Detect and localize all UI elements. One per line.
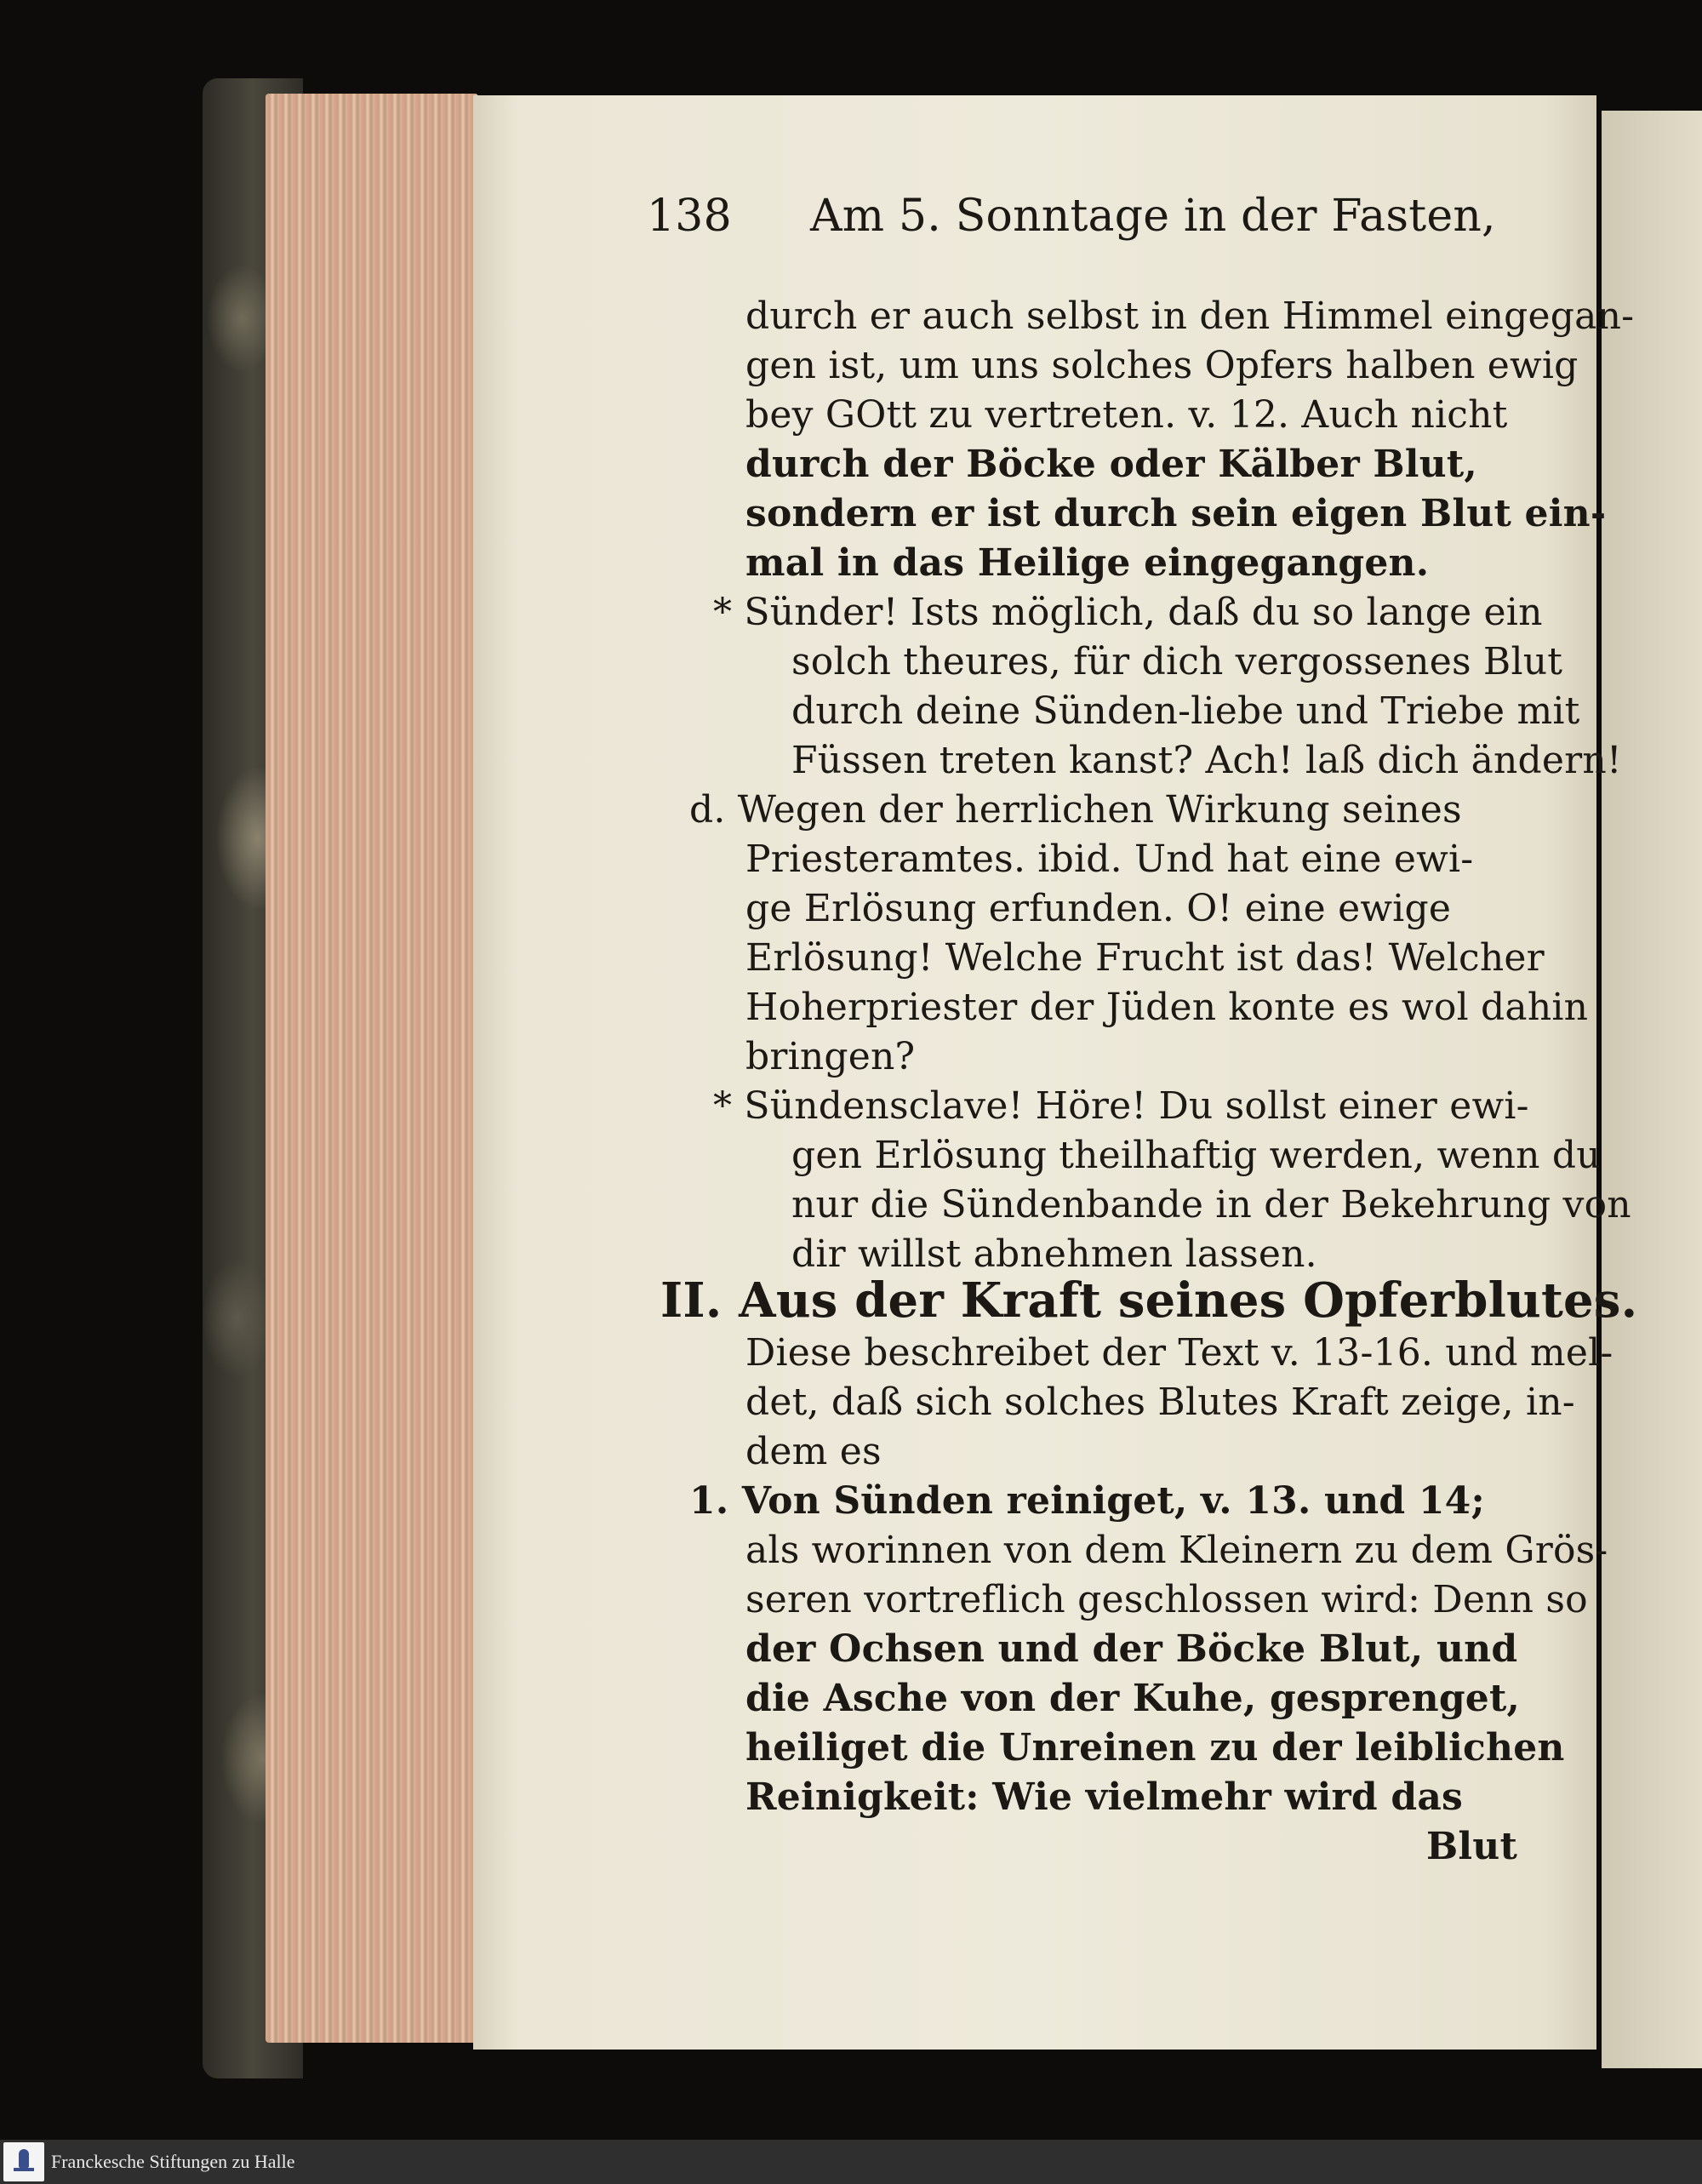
text-line: Priesteramtes. ibid. Und hat eine ewi- <box>745 838 1474 881</box>
text-line: mal in das Heilige eingegangen. <box>745 541 1430 585</box>
text-line: seren vortreflich geschlossen wird: Denn so <box>745 1578 1588 1621</box>
institution-name: Franckesche Stiftungen zu Halle <box>51 2151 295 2172</box>
text-line: ge Erlösung erfunden. O! eine ewige <box>745 887 1452 930</box>
text-line: bey GOtt zu vertreten. v. 12. Auch nicht <box>745 393 1508 437</box>
text-line: bringen? <box>745 1035 916 1078</box>
institution-logo-icon <box>3 2142 44 2181</box>
catchword: Blut <box>1426 1825 1518 1868</box>
text-line: durch er auch selbst in den Himmel eingegan- <box>745 294 1635 338</box>
text-line: die Asche von der Kuhe, gesprenget, <box>745 1677 1521 1720</box>
text-line: gen Erlösung theilhaftig werden, wenn du <box>791 1134 1601 1177</box>
running-title: Am 5. Sonntage in der Fasten, <box>810 191 1496 242</box>
text-line: Hoherpriester der Jüden konte es wol dahin <box>745 986 1589 1029</box>
text-line: als worinnen von dem Kleinern zu dem Grös- <box>745 1529 1608 1572</box>
text-line: gen ist, um uns solches Opfers halben ewig <box>745 344 1579 387</box>
text-line: Reinigkeit: Wie vielmehr wird das <box>745 1775 1464 1819</box>
viewer-footer <box>0 2140 1702 2184</box>
text-line: d. Wegen der herrlichen Wirkung seines <box>689 788 1462 832</box>
text-line: 1. Von Sünden reiniget, v. 13. und 14; <box>689 1479 1485 1523</box>
text-line: Diese beschreibet der Text v. 13-16. und mel- <box>745 1331 1613 1375</box>
text-line: Erlösung! Welche Frucht ist das! Welcher <box>745 936 1545 980</box>
page-number: 138 <box>647 191 732 242</box>
text-line: det, daß sich solches Blutes Kraft zeige, in- <box>745 1381 1575 1424</box>
text-line: dir willst abnehmen lassen. <box>791 1232 1317 1276</box>
section-heading: II. Aus der Kraft seines Opferblutes. <box>660 1272 1638 1329</box>
text-line: nur die Sündenbande in der Bekehrung von <box>791 1183 1631 1226</box>
text-line: * Sündensclave! Höre! Du sollst einer ewi- <box>713 1084 1529 1128</box>
text-line: durch der Böcke oder Kälber Blut, <box>745 443 1477 486</box>
text-line: heiliget die Unreinen zu der leiblichen <box>745 1726 1565 1769</box>
text-line: * Sünder! Ists möglich, daß du so lange ein <box>713 591 1543 634</box>
text-line: durch deine Sünden-liebe und Triebe mit <box>791 689 1580 733</box>
text-line: der Ochsen und der Böcke Blut, und <box>745 1627 1518 1671</box>
text-line: solch theures, für dich vergossenes Blut <box>791 640 1563 683</box>
text-line: dem es <box>745 1430 882 1473</box>
text-line: Füssen treten kanst? Ach! laß dich ändern! <box>791 739 1622 782</box>
text-line: sondern er ist durch sein eigen Blut ein- <box>745 492 1607 535</box>
